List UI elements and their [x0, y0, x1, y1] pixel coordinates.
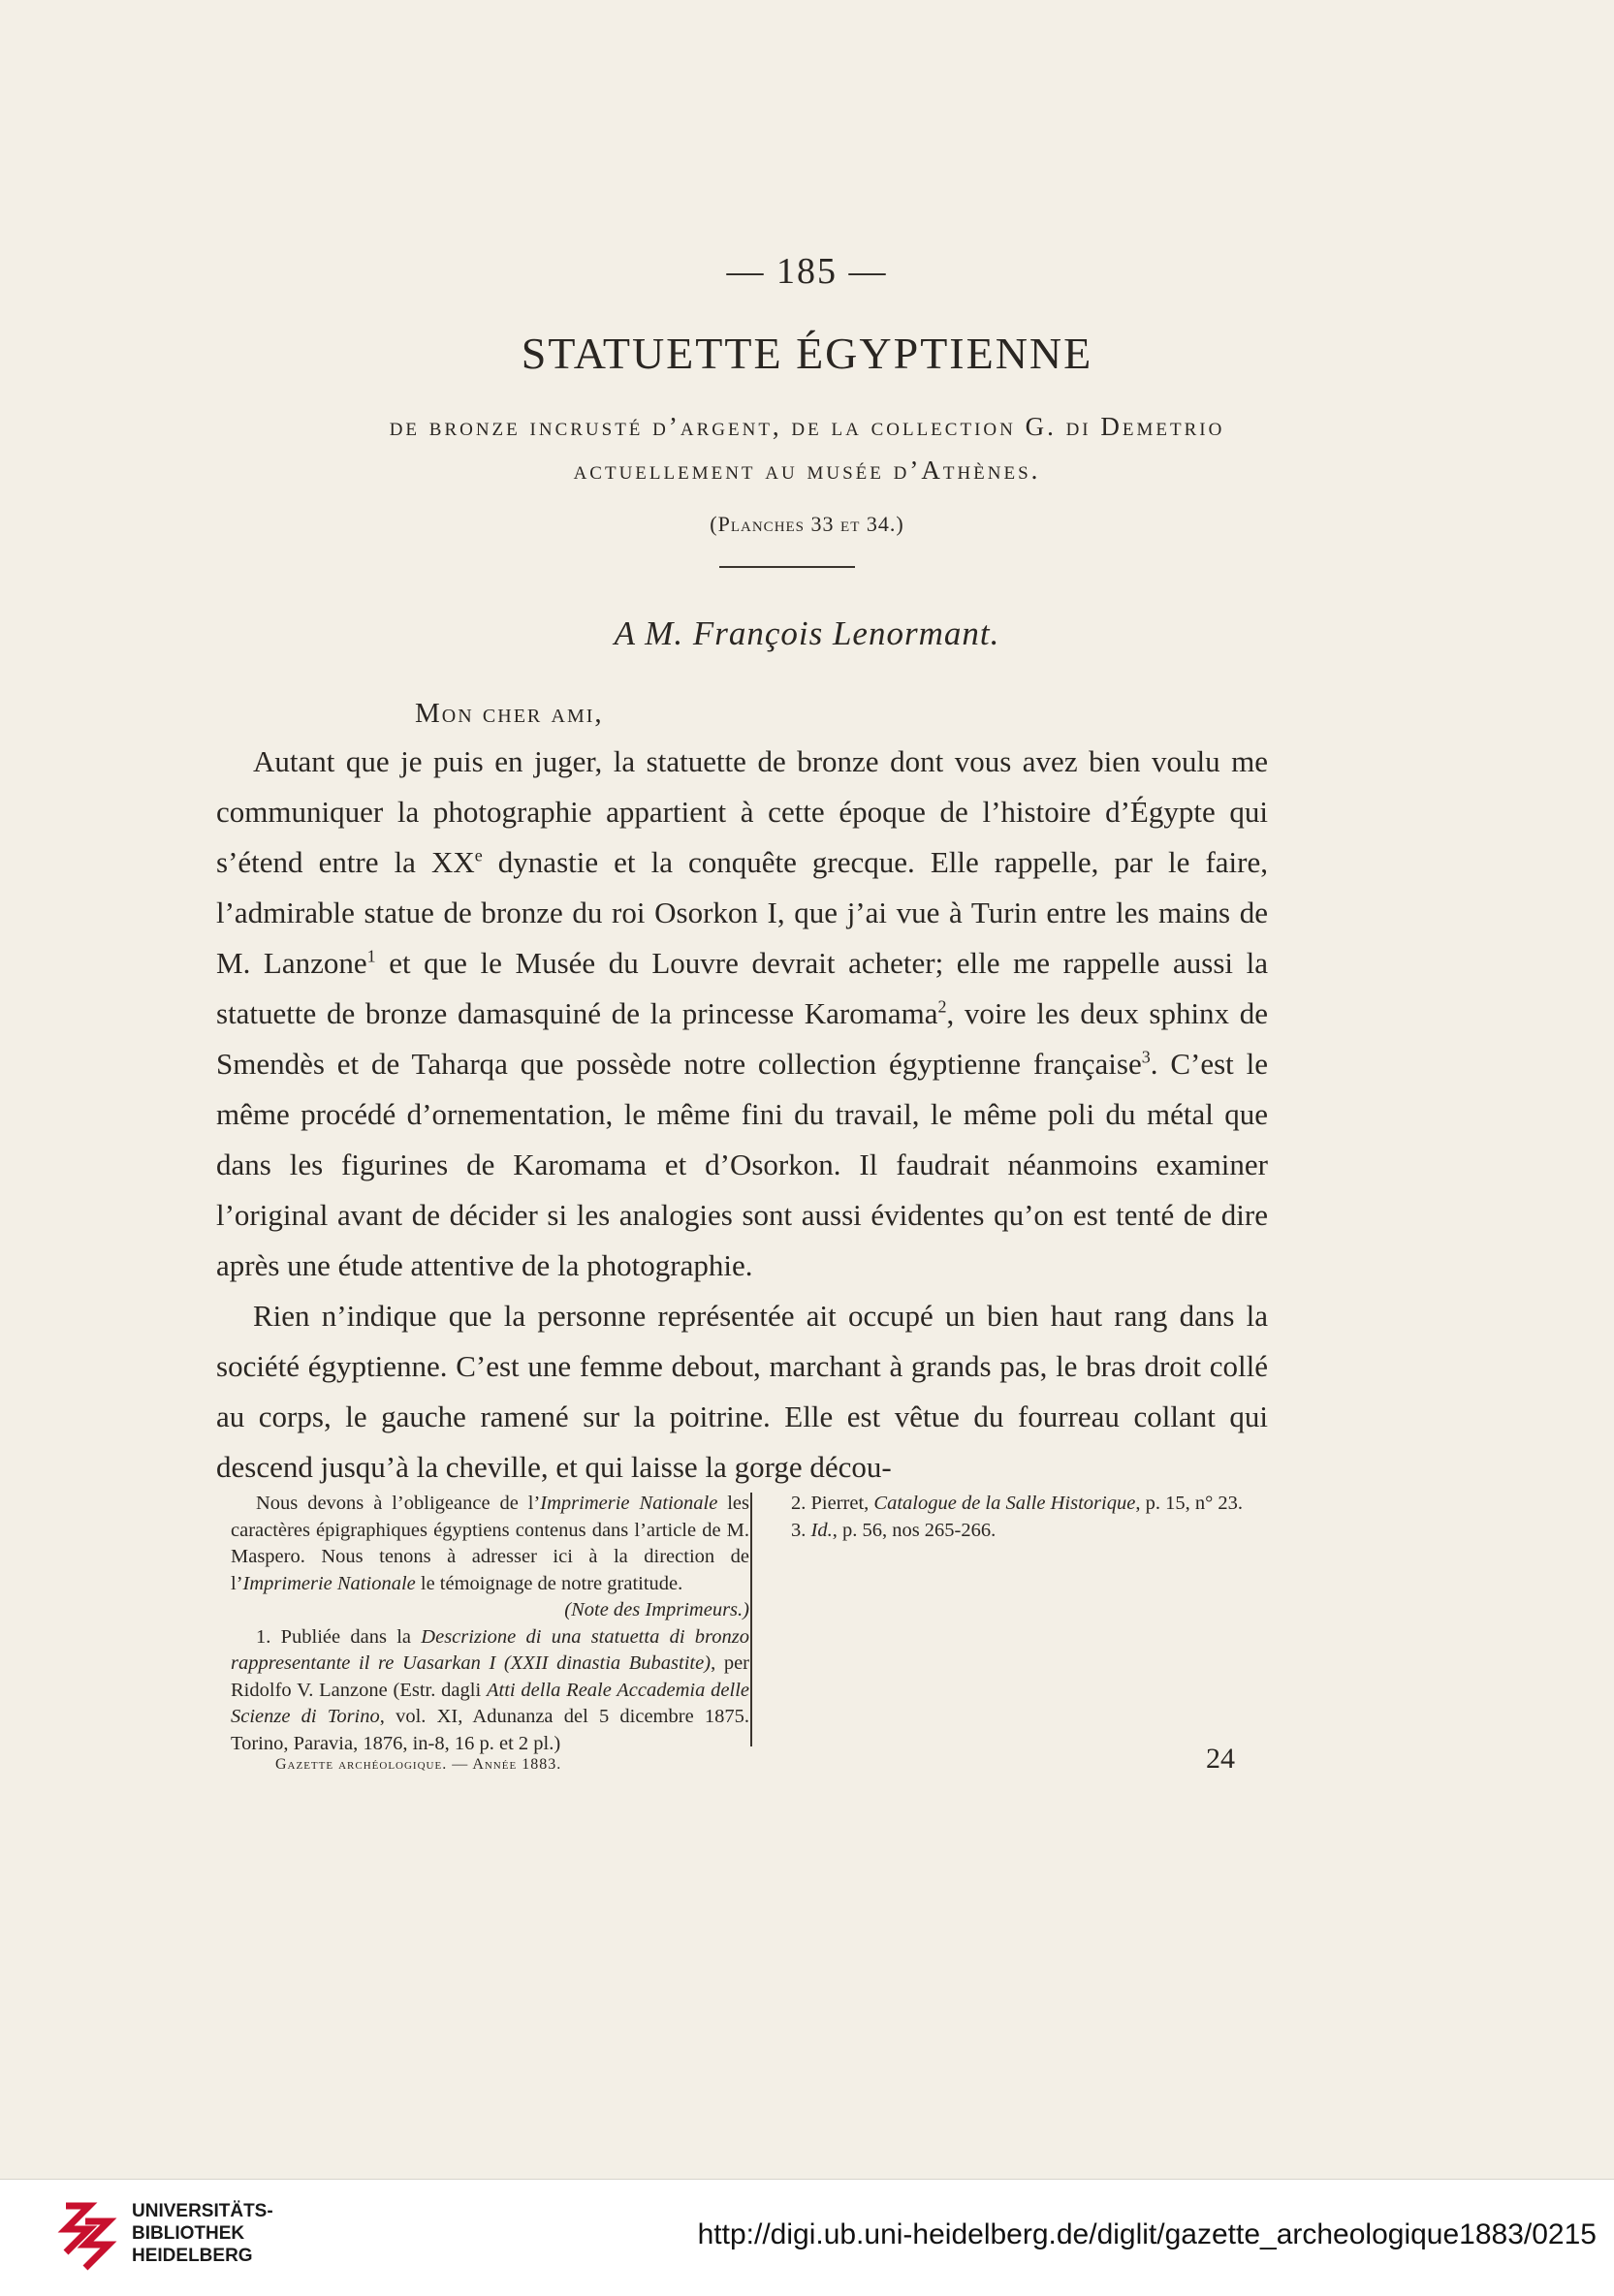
footnote-1 — [231, 1624, 749, 1758]
text-run: , vol. XI, Adunanza del 5 dicembre 1875. Torino, Paravia, 1876, in-8, 16 p. et 2 pl.) — [231, 1706, 750, 1754]
paragraph-2: Rien n’indique que la personne représentée ait occupé un bien haut rang dans la société égyptienne. C’est une femme debout, marchant à grands pas, le bras droit collé au corps, le gauche ramené sur la poitrine. Elle est vêtue du fourreau collant qui descend jusqu’à la cheville, et qui laisse la gorge décou- — [216, 1299, 1268, 1484]
footnotes-right — [766, 1491, 1272, 1544]
footnote-ref-3[interactable]: 3 — [1141, 1047, 1151, 1067]
salutation: Mon cher ami, — [415, 698, 604, 729]
superscript: e — [474, 845, 483, 865]
text-run: et que le Musée du Louvre devrait acheter; elle me rappelle aussi la statuette de bronze damasquiné de la princesse Karomama — [216, 946, 1268, 1030]
subtitle-line-1: de bronze incrusté d’argent, de la collection G. di Demetrio — [389, 412, 1225, 441]
library-name-line-1: UNIVERSITÄTS- — [132, 2201, 273, 2221]
article-title: STATUETTE ÉGYPTIENNE — [521, 329, 1093, 378]
text-run: , p. 56, nos 265-266. — [832, 1519, 997, 1541]
italic-run: Atti della Reale Accademia delle Scienze di Torino — [231, 1679, 749, 1727]
text-run: Autant que je puis en juger, la statuette de bronze dont vous avez bien voulu me communiquer la photographie appartient à cette époque de l’histoire d’Égypte qui s’étend entre la XX — [216, 744, 1268, 879]
text-run: les caractères épigraphiques égyptiens contenus dans l’article de M. Maspero. Nous tenons à adresser ici à la direction de l’ — [231, 1493, 749, 1594]
body-text — [216, 737, 1268, 1493]
italic-run: Id. — [810, 1519, 833, 1541]
logo-mark — [66, 2206, 109, 2268]
library-name-line-2: BIBLIOTHEK — [132, 2223, 245, 2244]
library-name-line-3: HEIDELBERG — [132, 2246, 253, 2266]
text-run: , voire les deux sphinx de Smendès et de Taharqa que possède notre collection égyptienne française — [216, 996, 1269, 1081]
text-run: , per Ridolfo V. Lanzone (Estr. dagli — [231, 1652, 749, 1701]
printer-signature-mark: 24 — [1206, 1743, 1235, 1775]
text-run: le témoignage de notre gratitude. — [415, 1572, 683, 1594]
footnotes-left — [231, 1491, 749, 1757]
library-logo-icon[interactable] — [56, 2198, 118, 2276]
footnote-ref-1[interactable]: 1 — [366, 946, 376, 966]
text-run: dynastie et la conquête grecque. Elle rappelle, par le faire, l’admirable statue de bronze du roi Osorkon I, que j’ai vue à Turin entre les mains de M. Lanzone — [216, 845, 1268, 980]
running-footer: Gazette archéologique. — Année 1883. — [275, 1756, 562, 1773]
library-name[interactable] — [132, 2200, 273, 2267]
paragraph-1 — [216, 737, 1268, 1291]
text-run: Nous devons à l’obligeance de l’ — [256, 1493, 541, 1514]
italic-run: Descrizione di una statuetta di bronzo rappresentante il re Uasarkan I (XXII dinastia Bubastite) — [231, 1625, 749, 1674]
addressee: A M. François Lenormant. — [614, 614, 1000, 652]
text-run: . C’est le même procédé d’ornementation, le même fini du travail, le même poli du métal que dans les figurines de Karomama et d’Osorkon. Il faudrait néanmoins examiner l’original avant de décider si les analogies sont aussi évidentes qu’on est tenté de dire après une étude attentive de la photographie. — [216, 1047, 1268, 1282]
title-rule — [719, 566, 855, 568]
footnote-3 — [766, 1518, 1272, 1545]
permalink-url[interactable]: http://digi.ub.uni-heidelberg.de/diglit/gazette_archeologique1883/0215 — [697, 2218, 1597, 2250]
printer-note — [231, 1491, 749, 1597]
italic-run: Imprimerie Nationale — [242, 1572, 416, 1594]
page-number: — 185 — — [726, 251, 888, 292]
subtitle-line-2: actuellement au musée d’Athènes. — [573, 456, 1041, 485]
plates-reference: (Planches 33 et 34.) — [710, 512, 904, 536]
text-run: 2. Pierret, — [791, 1493, 874, 1514]
footnote-2 — [766, 1491, 1272, 1518]
text-run: , p. 15, n° 23. — [1135, 1493, 1244, 1514]
text-run: 3. — [791, 1519, 811, 1541]
footnote-ref-2[interactable]: 2 — [937, 996, 947, 1017]
text-run: 1. Publiée dans la — [256, 1625, 422, 1648]
footnote-divider — [750, 1493, 752, 1746]
printer-note-signature: (Note des Imprimeurs.) — [564, 1599, 749, 1620]
italic-run: Imprimerie Nationale — [540, 1493, 718, 1514]
italic-run: Catalogue de la Salle Historique — [873, 1493, 1136, 1514]
